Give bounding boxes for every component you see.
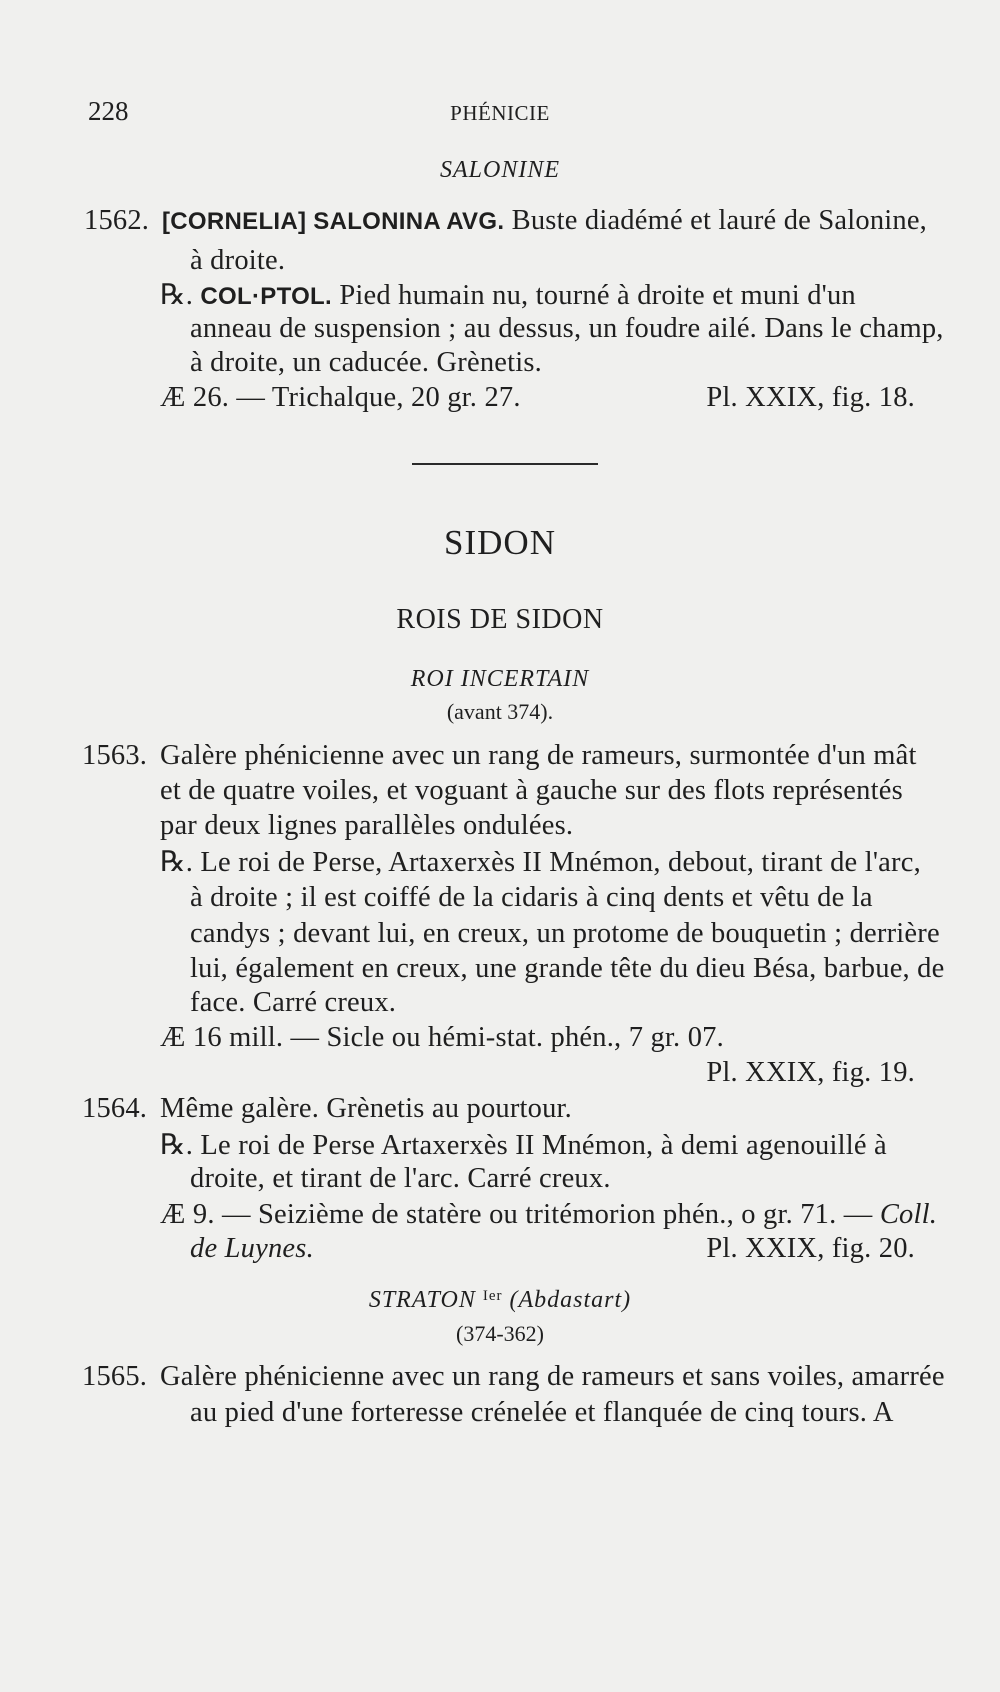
entry-1563-line-3: par deux lignes parallèles ondulées. — [160, 810, 574, 841]
entry-1563-line-4 — [160, 845, 921, 879]
straton-ordinal: Ier — [482, 1288, 503, 1304]
entry-1564-line-1 — [82, 1093, 572, 1125]
entry-number: 1565. — [82, 1361, 148, 1392]
section-title-sidon: SIDON — [444, 523, 556, 562]
section-subtitle: ROIS DE SIDON — [396, 604, 604, 635]
entry-text: Æ 9. — Seizième de statère ou tritémorion phén., o gr. 71. — — [160, 1199, 873, 1230]
reverse-symbol: ℞. — [160, 847, 194, 878]
entry-text: Buste diadémé et lauré de Salonine, — [511, 205, 928, 236]
straton-heading — [0, 1287, 1000, 1314]
entry-1563-line-5: à droite ; il est coiffé de la cidaris à cinq dents et vêtu de la — [190, 882, 873, 913]
entry-text: Le roi de Perse, Artaxerxès II Mnémon, debout, tirant de l'arc, — [200, 847, 921, 878]
obverse-legend: [CORNELIA] SALONINA AVG. — [162, 208, 505, 235]
reverse-symbol: ℞. — [160, 280, 194, 311]
entry-1565-line-1 — [82, 1361, 945, 1393]
entry-number: 1564. — [82, 1093, 148, 1124]
entry-1564-plate: Pl. XXIX, fig. 20. — [706, 1233, 915, 1264]
entry-1563-line-2: et de quatre voiles, et voguant à gauche sur des flots représentés — [160, 775, 903, 806]
entry-1562-line-4: anneau de suspension ; au dessus, un foudre ailé. Dans le champ, — [190, 313, 944, 344]
reverse-legend: COL·PTOL. — [200, 283, 332, 310]
entry-1565-line-2: au pied d'une forteresse crénelée et flanquée de cinq tours. A — [190, 1397, 894, 1428]
section-divider — [412, 463, 598, 465]
entry-number: 1562. — [84, 205, 150, 236]
straton-date: (374-362) — [456, 1321, 544, 1346]
entry-1563-metal-line: Æ 16 mill. — Sicle ou hémi-stat. phén., 7 gr. 07. — [160, 1022, 724, 1053]
entry-text: Pied humain nu, tourné à droite et muni d'un — [339, 280, 856, 311]
straton-alt-name: (Abdastart) — [509, 1287, 632, 1313]
reverse-symbol: ℞. — [160, 1130, 194, 1161]
straton-name: STRATON — [368, 1287, 476, 1313]
entry-1563-line-6: candys ; devant lui, en creux, un protome de bouquetin ; derrière — [190, 918, 940, 949]
entry-1562-line-5: à droite, un caducée. Grènetis. — [190, 347, 542, 378]
entry-1563-line-8: face. Carré creux. — [190, 987, 397, 1018]
entry-1562-metal-line: Æ 26. — Trichalque, 20 gr. 27. — [160, 382, 521, 413]
entry-text: Galère phénicienne avec un rang de rameurs, surmontée d'un mât — [160, 740, 917, 771]
entry-1563-plate: Pl. XXIX, fig. 19. — [706, 1057, 915, 1088]
page-number: 228 — [88, 96, 129, 126]
roi-incertain-heading: ROI INCERTAIN — [410, 666, 590, 692]
entry-1562-plate: Pl. XXIX, fig. 18. — [706, 382, 915, 413]
collection-label: Coll. — [879, 1199, 938, 1230]
entry-1564-line-3: droite, et tirant de l'arc. Carré creux. — [190, 1163, 611, 1194]
entry-number: 1563. — [82, 740, 148, 771]
entry-text: Galère phénicienne avec un rang de rameurs et sans voiles, amarrée — [160, 1361, 945, 1392]
entry-1563-line-1 — [82, 740, 917, 772]
entry-1562-line-2: à droite. — [190, 245, 286, 276]
entry-1564-metal-line — [160, 1199, 937, 1231]
entry-text: Même galère. Grènetis au pourtour. — [160, 1093, 572, 1124]
roi-incertain-date: (avant 374). — [446, 699, 554, 724]
entry-1563-line-7: lui, également en creux, une grande tête du dieu Bésa, barbue, de — [190, 953, 945, 984]
running-title: PHÉNICIE — [450, 101, 550, 125]
section-heading-salonine: SALONINE — [439, 157, 560, 183]
entry-1564-line-2 — [160, 1128, 887, 1162]
entry-text: Le roi de Perse Artaxerxès II Mnémon, à demi agenouillé à — [200, 1130, 887, 1161]
entry-1562-line-3 — [160, 278, 856, 312]
entry-1562-line-1 — [84, 205, 927, 237]
collection-name: de Luynes. — [190, 1233, 314, 1264]
